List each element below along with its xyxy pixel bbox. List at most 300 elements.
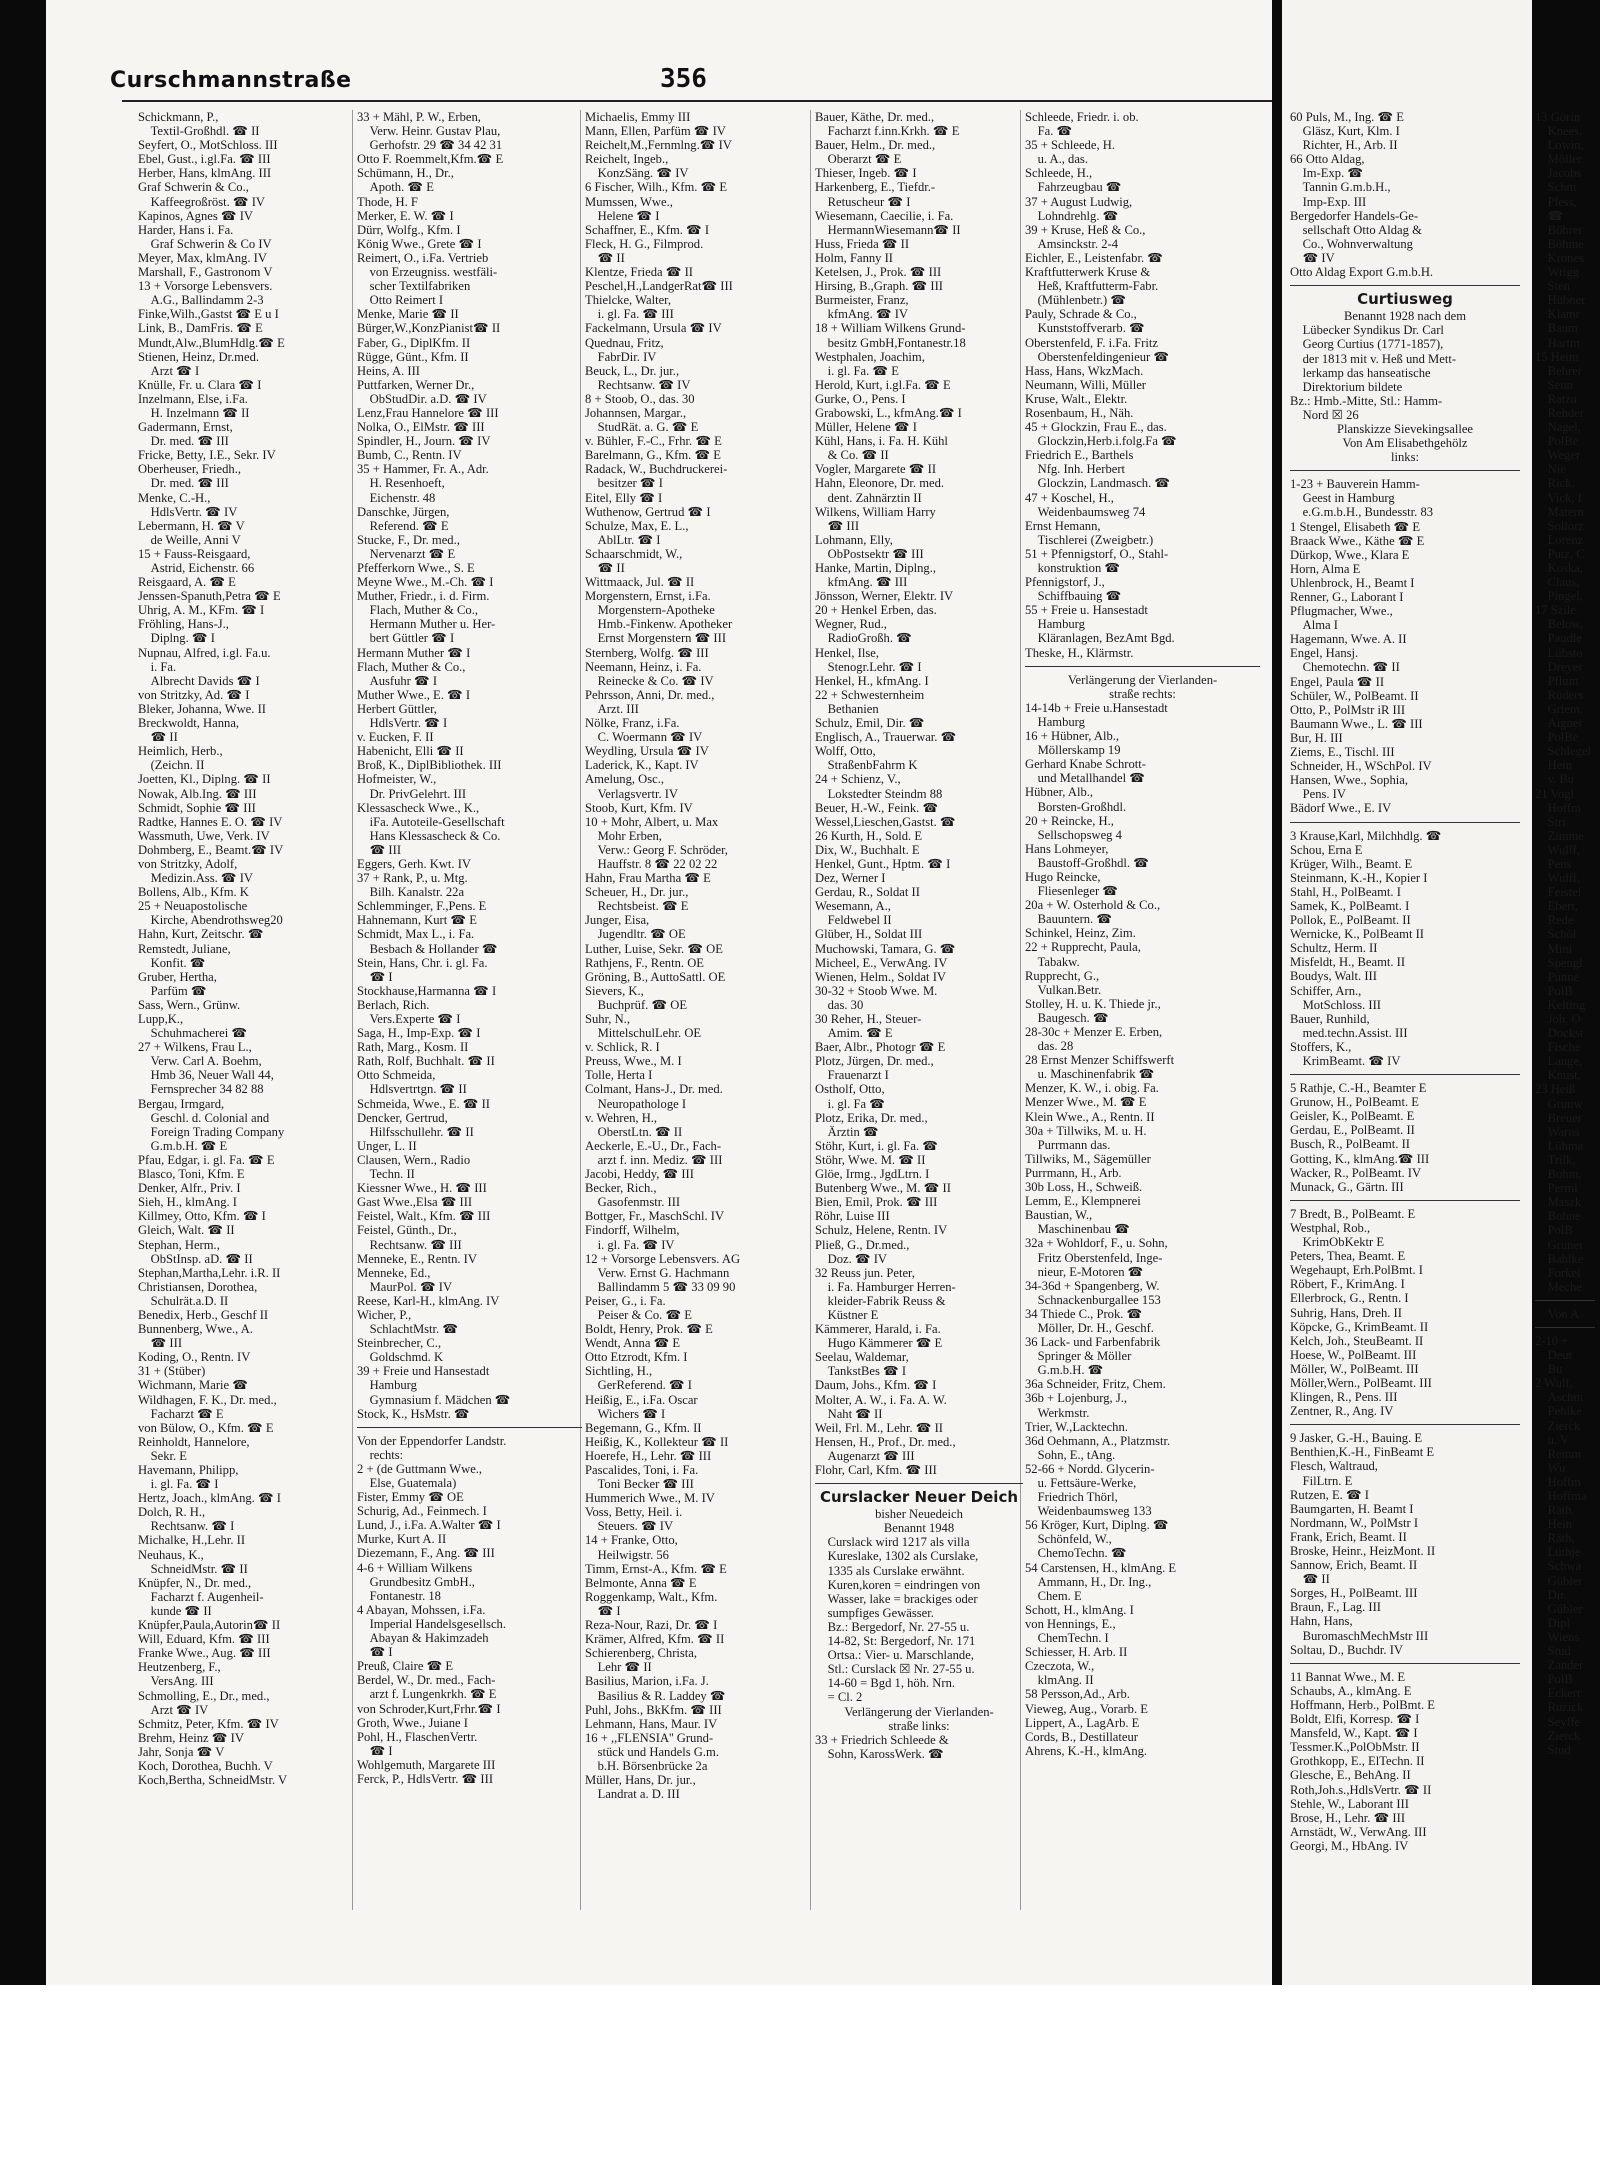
directory-entry: Heimlich, Herb., (138, 744, 223, 759)
directory-entry: Neuropathologe I (585, 1096, 687, 1111)
directory-entry: Westphal, Rob., (1290, 1220, 1371, 1235)
directory-entry: von Stritzky, Adolf, (138, 856, 238, 871)
directory-entry: Kunststoffverarb. ☎ (1025, 321, 1145, 336)
directory-entry: Koch,Bertha, SchneidMstr. V (138, 1773, 288, 1788)
directory-entry: Fliesenleger ☎ (1025, 884, 1118, 899)
directory-entry: HdlsVertr. ☎ IV (138, 504, 238, 519)
directory-entry: 11 Bannat Wwe., M. E (1290, 1669, 1406, 1684)
directory-entry: sumpfiges Gewässer. (815, 1605, 934, 1620)
directory-entry: Schaarschmidt, W., (585, 546, 683, 561)
directory-entry: Bz.: Bergedorf, Nr. 27-55 u. (815, 1619, 970, 1634)
directory-entry: Hauffstr. 8 ☎ 22 02 22 (585, 856, 718, 871)
directory-entry: Schott, H., klmAng. I (1025, 1602, 1134, 1617)
directory-entry: Dir. (1535, 1587, 1567, 1602)
directory-entry: ☎ II (1290, 1572, 1330, 1587)
directory-entry: Fleck, H. G., Filmprod. (585, 236, 704, 251)
directory-entry: Claus, (1535, 575, 1580, 590)
scan-border-left (0, 0, 46, 1985)
directory-entry: Hertz, Joach., klmAng. ☎ I (138, 1491, 281, 1506)
directory-entry: Nervenarzt ☎ E (357, 546, 456, 561)
directory-entry: Doz. ☎ IV (815, 1251, 887, 1266)
street-note: links: (1391, 450, 1419, 465)
directory-entry: Preuß, Claire ☎ E (357, 1659, 454, 1674)
directory-entry: PolBe (1535, 434, 1579, 449)
directory-entry: Braun, F., Lag. III (1290, 1600, 1381, 1615)
section-rule (1290, 470, 1520, 471)
directory-column-4 (815, 110, 1023, 1910)
directory-entry: Chem. E (1025, 1588, 1082, 1603)
directory-entry: Wulff, (1535, 842, 1581, 857)
directory-entry: Schleede, H., (1025, 166, 1093, 181)
running-head: Curschmannstraße (110, 68, 352, 93)
directory-entry: Bauer, Käthe, Dr. med., (815, 110, 935, 124)
directory-entry: & Co. ☎ II (815, 448, 889, 463)
directory-entry: G.m.b.H. ☎ (1025, 1363, 1104, 1378)
directory-entry: Verw. Heinr. Gustav Plau, (357, 124, 501, 139)
directory-entry: Pens. IV (1290, 787, 1346, 802)
directory-entry: Hanke, Martin, Diplng., (815, 561, 937, 575)
directory-entry: GerReferend. ☎ I (585, 1378, 692, 1393)
directory-entry: Hummerich Wwe., M. IV (585, 1491, 715, 1506)
directory-entry: Vick, I (1535, 490, 1582, 505)
directory-entry: Habenicht, Elli ☎ II (357, 744, 464, 759)
directory-entry: ☎ IV (1290, 250, 1335, 265)
directory-entry: 26 Kurth, H., Sold. E (815, 828, 923, 843)
directory-entry: von Bülow, O., Kfm. ☎ E (138, 1420, 274, 1435)
directory-entry: Henkel, Ilse, (815, 645, 879, 660)
directory-entry: Peschel,H.,LandgerRat☎ III (585, 279, 733, 294)
directory-entry: Graf Schwerin & Co IV (138, 236, 272, 251)
directory-entry: Sohn, E., tAng. (1025, 1447, 1116, 1462)
directory-entry: Bergau, Irmgard, (138, 1096, 225, 1111)
directory-entry: Hamburg (357, 1378, 417, 1393)
directory-entry: 47 + Koschel, H., (1025, 490, 1114, 505)
directory-entry: Schmidt, Sophie ☎ III (138, 800, 256, 815)
directory-entry: Ruzick (1535, 1700, 1584, 1715)
directory-entry: Glüber, H., Soldat III (815, 927, 923, 942)
directory-entry: Matern (1535, 504, 1584, 519)
directory-entry: HermannWiesemann☎ II (815, 222, 961, 237)
directory-entry: kfmAng. ☎ IV (815, 307, 908, 322)
directory-entry: Engel, Hansj. (1290, 646, 1359, 661)
directory-entry: Friedrich Thörl, (1025, 1490, 1118, 1505)
directory-entry: (Zeichn. II (138, 758, 205, 773)
directory-entry: Gerdau, E., PolBeamt. II (1290, 1123, 1415, 1138)
directory-entry: Wacker, R., PolBeamt. IV (1290, 1165, 1422, 1180)
directory-entry: Fahrzeugbau ☎ (1025, 180, 1122, 195)
directory-entry: Bädorf Wwe., E. IV (1290, 801, 1392, 816)
directory-entry: Hoffm (1535, 1474, 1581, 1489)
directory-entry: Gymnasium f. Mädchen ☎ (357, 1392, 511, 1407)
section-rule (357, 1427, 582, 1428)
directory-entry: (Mühlenbetr.) ☎ (1025, 293, 1127, 308)
directory-entry: Hamburg (1025, 714, 1085, 729)
directory-entry: Rechtsanw. ☎ I (138, 1519, 235, 1534)
directory-entry: i. Fa. (138, 659, 177, 674)
directory-entry: Schiffbauing ☎ (1025, 589, 1122, 604)
directory-entry: Theske, H., Klärmstr. (1025, 645, 1134, 660)
directory-entry: Findorff, Wilhelm, (585, 1223, 680, 1238)
directory-entry: HdlsVertr. ☎ I (357, 716, 448, 731)
directory-entry: Ernst Morgenstern ☎ III (585, 631, 727, 646)
directory-entry: 14 + Franke, Otto, (585, 1533, 678, 1548)
directory-entry: Glockzin,Herb.i.folg.Fa ☎ (1025, 434, 1177, 449)
directory-entry: Forkel (1535, 1265, 1581, 1280)
directory-entry: Wichmann, Marie ☎ (138, 1378, 248, 1393)
directory-entry: Schierenberg, Christa, (585, 1646, 698, 1661)
directory-entry: Suhr, N., (585, 1012, 630, 1026)
directory-entry: Trier, W.,Lacktechn. (1025, 1419, 1128, 1434)
directory-entry: Peters, Thea, Beamt. E (1290, 1249, 1406, 1264)
directory-entry: Schou, Erna E (1290, 842, 1363, 857)
directory-entry: Zander (1535, 1658, 1584, 1673)
directory-entry: Schmidt, Max L., i. Fa. (357, 927, 475, 942)
directory-entry: Von der Eppendorfer Landstr. (357, 1433, 507, 1448)
directory-entry: SchneidMstr. ☎ II (138, 1561, 248, 1576)
directory-entry: Otto Schmeida, (357, 1068, 436, 1083)
directory-entry: Stolley, H. u. K. Thiede jr., (1025, 996, 1161, 1011)
directory-entry: Basilius, Marion, i.Fa. J. (585, 1674, 709, 1689)
directory-entry: Gleich, Walt. ☎ II (138, 1223, 235, 1238)
directory-entry: Ahrens, K.-H., klmAng. (1025, 1743, 1148, 1758)
directory-entry: Pohl, H., FlaschenVertr. (357, 1729, 478, 1744)
directory-entry: 9 Jasker, G.-H., Bauing. E (1290, 1431, 1423, 1446)
directory-entry: 1-23 + Bauverein Hamm- (1290, 477, 1420, 492)
directory-entry: Hansen, Wwe., Sophia, (1290, 773, 1408, 788)
directory-entry: Astrid, Eichenstr. 66 (138, 561, 255, 575)
directory-entry: Hoffmann, Herb., PolBmt. E (1290, 1697, 1435, 1712)
directory-entry: Schmolling, E., Dr., med., (138, 1688, 270, 1703)
directory-entry: Bauer, Runhild, (1290, 1011, 1370, 1026)
directory-entry: Henkel, Gunt., Hptm. ☎ I (815, 856, 951, 871)
directory-entry: Bu (1535, 1362, 1563, 1377)
directory-entry: Ferck, P., HdlsVertr. ☎ III (357, 1771, 494, 1786)
directory-entry: Lemm, E., Klempnerei (1025, 1194, 1141, 1209)
directory-entry: Aschm (1535, 1390, 1584, 1405)
directory-entry: Braack Wwe., Käthe ☎ E (1290, 533, 1425, 548)
directory-entry: Henkel, H., kfmAng. I (815, 673, 929, 688)
section-rule (1290, 1200, 1520, 1201)
directory-entry: Gruber, Hertha, (138, 969, 217, 984)
directory-entry: 14-60 = Bgd 1, höh. Nrn. (815, 1676, 956, 1691)
directory-entry: v. Eucken, F. II (357, 730, 434, 745)
directory-entry: Sass, Wern., Grünw. (138, 997, 241, 1012)
directory-entry: 55 + Freie u. Hansestadt (1025, 603, 1148, 618)
directory-entry: Hahn, Frau Martha ☎ E (585, 871, 711, 886)
directory-entry: Soltau, D., Buchdr. IV (1290, 1642, 1403, 1657)
directory-entry: H. Inzelmann ☎ II (138, 405, 250, 420)
directory-entry: Naht ☎ II (815, 1406, 883, 1421)
directory-entry: Breuer (1535, 1110, 1582, 1125)
directory-entry: PolB (1535, 1672, 1573, 1687)
directory-entry: Heißig, K., Kollekteur ☎ II (585, 1434, 729, 1449)
directory-entry: med.techn.Assist. III (1290, 1025, 1408, 1040)
directory-entry: ☎ I (357, 1645, 393, 1660)
directory-entry: der 1813 mit v. Heß und Mett- (1290, 351, 1457, 366)
directory-entry: Radtke, Hannes E. O. ☎ IV (138, 814, 283, 829)
directory-entry: Glesche, E., BehAng. II (1290, 1768, 1411, 1783)
directory-entry: Scheuer, H., Dr. jur., (585, 885, 689, 900)
directory-entry: Fernsprecher 34 82 88 (138, 1082, 264, 1097)
directory-entry: 18 + William Wilkens Grund- (815, 321, 966, 336)
directory-entry: Chemotechn. ☎ II (1290, 660, 1400, 675)
section-rule (1290, 285, 1520, 286)
directory-entry: Referend. ☎ E (357, 518, 449, 533)
directory-entry: Kaffeegroßröst. ☎ IV (138, 194, 266, 209)
directory-column-3 (585, 110, 810, 1910)
directory-entry: 7 Bredt, B., PolBeamt. E (1290, 1206, 1416, 1221)
directory-entry: Mundt,Alw.,BlumHdlg.☎ E (138, 335, 285, 350)
section-rule (1025, 666, 1260, 667)
directory-entry: 16 + Hübner, Alb., (1025, 729, 1120, 744)
directory-entry: 2 Wulf, (1535, 1376, 1573, 1391)
directory-entry: Permi (1535, 1181, 1578, 1196)
directory-entry: Sorges, H., PolBeamt. III (1290, 1586, 1418, 1601)
directory-entry: 66 Otto Aldag, (1290, 152, 1365, 167)
directory-entry: Direktorium bildete (1290, 379, 1403, 394)
directory-entry: Griem, (1535, 701, 1583, 716)
directory-entry: Bergedorfer Handels-Ge- (1290, 208, 1419, 223)
directory-entry: 30b Loss, H., Schweiß. (1025, 1180, 1143, 1195)
directory-entry: Becker, Rich., (585, 1181, 657, 1196)
directory-entry: Kureslake, 1302 als Curslake, (815, 1549, 979, 1564)
directory-entry: u. A., das. (1025, 152, 1088, 167)
directory-entry: Hans Lohmeyer, (1025, 841, 1109, 856)
directory-entry: Clausen, Wern., Radio (357, 1152, 471, 1167)
directory-entry: Cords, B., Destillateur (1025, 1729, 1138, 1744)
directory-entry: Arzt. III (585, 701, 639, 716)
directory-entry: 12 + Vorsorge Lebensvers. AG (585, 1251, 741, 1266)
directory-entry: Gadermann, Ernst, (138, 420, 233, 435)
directory-entry: Dipl (1535, 1615, 1570, 1630)
directory-entry: Parfüm ☎ (138, 983, 207, 998)
directory-entry: Im-Exp. ☎ (1290, 166, 1364, 181)
directory-entry: Pehrsson, Anni, Dr. med., (585, 687, 715, 702)
directory-entry: Dez, Werner I (815, 871, 886, 886)
directory-entry: ☎ II (585, 561, 625, 575)
directory-entry: 6 Fischer, Wilh., Kfm. ☎ E (585, 180, 728, 195)
directory-entry: Warns (1535, 1124, 1580, 1139)
directory-entry: Arzt ☎ I (138, 363, 200, 378)
directory-entry: Ketelsen, J., Prok. ☎ III (815, 265, 942, 280)
directory-entry: Lohndrehlg. ☎ (1025, 208, 1119, 223)
directory-entry: Spengl (1535, 955, 1583, 970)
directory-entry: Knüpfer,Paula,Autorin☎ II (138, 1618, 281, 1633)
directory-entry: Grundbesitz GmbH., (357, 1574, 475, 1589)
directory-entry: Unger, L. II (357, 1138, 417, 1153)
directory-entry: Werkmstr. (1025, 1405, 1090, 1420)
directory-entry: Otto Etzrodt, Kfm. I (585, 1350, 688, 1365)
directory-entry: Wolff, Otto, (815, 744, 876, 759)
directory-entry: 15 Heim (1535, 349, 1579, 364)
directory-entry: bert Güttler ☎ I (357, 631, 455, 646)
directory-entry: Breckwoldt, Hanna, (138, 716, 240, 731)
directory-entry: Wicher, P., (357, 1307, 412, 1322)
directory-entry: Rehder (1535, 405, 1584, 420)
directory-entry: ObPostsektr ☎ III (815, 546, 924, 561)
directory-entry: Friedrich E., Barthels (1025, 448, 1134, 463)
directory-entry: konstruktion ☎ (1025, 561, 1121, 575)
directory-entry: Will, Eduard, Kfm. ☎ III (138, 1632, 270, 1647)
directory-entry: Wassmuth, Uwe, Verk. IV (138, 828, 270, 843)
directory-entry: Colmant, Hans-J., Dr. med. (585, 1082, 723, 1097)
directory-entry: Sten (1535, 279, 1570, 294)
directory-entry: e.G.m.b.H., Bundesstr. 83 (1290, 505, 1434, 520)
directory-entry: Neemann, Heinz, i. Fa. (585, 659, 702, 674)
directory-entry: Wiens (1535, 1629, 1580, 1644)
directory-entry: Diplng. ☎ I (138, 631, 215, 646)
directory-entry: Ellerbrock, G., Rentn. I (1290, 1291, 1409, 1306)
directory-entry: Kapinos, Agnes ☎ IV (138, 208, 254, 223)
directory-entry: 35 + Hammer, Fr. A., Adr. (357, 462, 489, 477)
directory-entry: Baum (1535, 321, 1578, 336)
directory-entry: Mumssen, Wwe., (585, 194, 673, 209)
directory-entry: ☎ III (815, 518, 860, 533)
directory-entry: Stenogr.Lehr. ☎ I (815, 659, 922, 674)
directory-entry: Gasofenmstr. III (585, 1195, 681, 1210)
directory-entry: von Stritzky, Ad. ☎ I (138, 687, 250, 702)
directory-entry: Baustian, W., (1025, 1208, 1093, 1223)
section-rule (1290, 822, 1520, 823)
directory-entry: Hoese, W., PolBeamt. III (1290, 1347, 1417, 1362)
directory-entry: TankstBes ☎ I (815, 1364, 907, 1379)
directory-entry: Fackelmann, Ursula ☎ IV (585, 321, 722, 336)
directory-entry: arzt f. Lungenkrkh. ☎ E (357, 1687, 497, 1702)
directory-entry: Lange, (1535, 1054, 1583, 1069)
directory-entry: Nfg. Inh. Herbert (1025, 462, 1126, 477)
directory-entry: i. Fa. Hamburger Herren- (815, 1279, 956, 1294)
directory-entry: Holm, Fanny II (815, 250, 894, 265)
directory-entry: ☎ III (138, 1336, 183, 1351)
directory-entry: Vogler, Margarete ☎ II (815, 462, 937, 477)
directory-entry: 15 + Fauss-Reisgaard, (138, 546, 251, 561)
directory-entry: Pflum (1535, 673, 1579, 688)
directory-entry: Dürr, Wolfg., Kfm. I (357, 222, 461, 237)
directory-entry: Stri (1535, 814, 1566, 829)
directory-entry: Küstner E (815, 1307, 879, 1322)
directory-entry: Rath, Marg., Kosm. II (357, 1040, 469, 1055)
directory-entry: Schneider, H., WSchPol. IV (1290, 759, 1432, 774)
directory-column-5 (1025, 110, 1260, 1910)
directory-entry: Kelch, Joh., SteuBeamt. II (1290, 1333, 1424, 1348)
directory-entry: Räth, (1535, 1503, 1575, 1518)
directory-entry: Zentner, R., Ang. IV (1290, 1404, 1394, 1419)
directory-entry: Schiffer, Arn., (1290, 983, 1362, 998)
directory-entry: Sievers, K., (585, 983, 644, 998)
directory-entry: 14-14b + Freie u.Hansestadt (1025, 700, 1168, 715)
street-note: straße rechts: (1109, 686, 1176, 701)
directory-entry: Grunow, H., PolBeamt. E (1290, 1095, 1419, 1110)
directory-entry: Uhrig, A. M., KFm. ☎ I (138, 603, 265, 618)
directory-entry: Timm, Ernst-A., Kfm. ☎ E (585, 1561, 727, 1576)
directory-entry: Feldwebel II (815, 913, 892, 928)
directory-entry: Oberstenfeld, F. i.Fa. Fritz (1025, 335, 1158, 350)
directory-entry: Möller, Dr. H., Geschf. (1025, 1320, 1154, 1335)
directory-entry: Hahnemann, Kurt ☎ E (357, 913, 477, 928)
directory-entry: 23 Heiß (1535, 1082, 1576, 1097)
directory-entry: 39 + Kruse, Heß & Co., (1025, 222, 1146, 237)
directory-entry: Möller, W., PolBeamt. III (1290, 1361, 1419, 1376)
street-heading: Curtiusweg (1357, 290, 1453, 309)
directory-entry: Schultz, Herm. II (1290, 941, 1378, 956)
directory-entry: 30 Reher, H., Steuer- (815, 1012, 922, 1026)
header-rule (122, 100, 1272, 102)
directory-entry: Denker, Alfr., Priv. I (138, 1181, 241, 1196)
directory-entry: Krüger, Wilh., Beamt. E (1290, 856, 1413, 871)
directory-entry: Krämer, Alfred, Kfm. ☎ II (585, 1632, 725, 1647)
section-rule (815, 1483, 1023, 1484)
directory-entry: Ballindamm 5 ☎ 33 09 90 (585, 1279, 736, 1294)
directory-entry: Lübsto (1535, 645, 1583, 660)
directory-entry: Nagel, (1535, 420, 1581, 435)
directory-entry: stück und Handels G.m. (585, 1744, 719, 1759)
directory-entry: Geisler, K., PolBeamt. E (1290, 1109, 1415, 1124)
directory-entry: Meyer, Max, klmAng. IV (138, 250, 267, 265)
directory-entry: Butenberg Wwe., M. ☎ II (815, 1181, 951, 1196)
directory-entry: Else, Guatemala) (357, 1476, 457, 1490)
directory-entry: Morgenstern-Apotheke (585, 603, 715, 618)
street-note: Benannt 1948 (883, 1521, 955, 1536)
directory-entry: Wesemann, A., (815, 899, 891, 914)
directory-entry: Baer, Albr., Photogr ☎ E (815, 1040, 946, 1055)
directory-entry: Bollens, Alb., Kfm. K (138, 885, 249, 900)
column-divider (810, 110, 811, 1910)
directory-entry: Sannow, Erich, Beamt. II (1290, 1558, 1418, 1573)
directory-entry: 27 + Wilkens, Frau L., (138, 1040, 252, 1055)
directory-entry: Broske, Heinr., HeizMont. II (1290, 1544, 1436, 1558)
directory-entry: Buchprüf. ☎ OE (585, 997, 688, 1012)
directory-entry: Kämmerer, Harald, i. Fa. (815, 1322, 941, 1337)
directory-entry: Engel, Paula ☎ II (1290, 674, 1385, 689)
directory-entry: Muther Wwe., E. ☎ I (357, 687, 471, 702)
directory-entry: Gübler (1535, 1573, 1583, 1588)
directory-entry: Sellschopsweg 4 (1025, 827, 1122, 842)
directory-entry: Abayan & Hakimzadeh (357, 1631, 489, 1646)
directory-entry: 39 + Freie und Hansestadt (357, 1364, 490, 1379)
directory-entry: FabrDir. IV (585, 349, 657, 364)
directory-entry: Nupnau, Alfred, i.gl. Fa.u. (138, 645, 271, 660)
directory-entry: Sekr. E (138, 1448, 187, 1463)
directory-entry: Remm (1535, 1446, 1582, 1461)
directory-entry: Textil-Großhdl. ☎ II (138, 124, 260, 139)
directory-entry: i. gl. Fa. ☎ IV (585, 1237, 675, 1252)
directory-entry: Stephan, Herm., (138, 1237, 220, 1252)
directory-entry: G.m.b.H. ☎ E (138, 1138, 228, 1153)
directory-entry: 34-36d + Spangenberg, W. (1025, 1278, 1160, 1293)
directory-entry: Reimert, O., i.Fa. Vertrieb (357, 250, 489, 265)
directory-entry: Pascalides, Toni, i. Fa. (585, 1463, 699, 1477)
directory-entry: Heß, Kraftfutterm-Fabr. (1025, 279, 1159, 294)
directory-entry: Hoffm (1535, 800, 1581, 815)
directory-entry: Remstedt, Juliane, (138, 941, 231, 956)
directory-entry: Gast Wwe.,Elsa ☎ III (357, 1195, 473, 1210)
directory-entry: Oberheuser, Friedh., (138, 462, 242, 477)
directory-entry: Behrer (1535, 363, 1582, 378)
directory-entry: 37 + Rank, P., u. Mtg. (357, 871, 468, 886)
directory-entry: Schulz, Emil, Dir. ☎ (815, 716, 925, 731)
directory-entry: Deut (1535, 1348, 1573, 1363)
directory-entry: OberstLtn. ☎ II (585, 1124, 683, 1139)
directory-entry: Stöhr, Kurt, i. gl. Fa. ☎ (815, 1138, 938, 1153)
directory-entry: Boldt, Elfi, Korresp. ☎ I (1290, 1712, 1420, 1727)
directory-entry: Zierck (1535, 1728, 1581, 1743)
directory-entry: Stahl, H., PolBeamt. I (1290, 884, 1401, 899)
directory-entry: 58 Persson,Ad., Arb. (1025, 1687, 1130, 1702)
directory-entry: Ziems, E., Tischl. III (1290, 745, 1395, 760)
directory-entry: C. Woermann ☎ IV (585, 730, 703, 745)
directory-entry: Peiser & Co. ☎ E (585, 1307, 692, 1322)
street-heading: Curslacker Neuer Deich (819, 1488, 1019, 1507)
